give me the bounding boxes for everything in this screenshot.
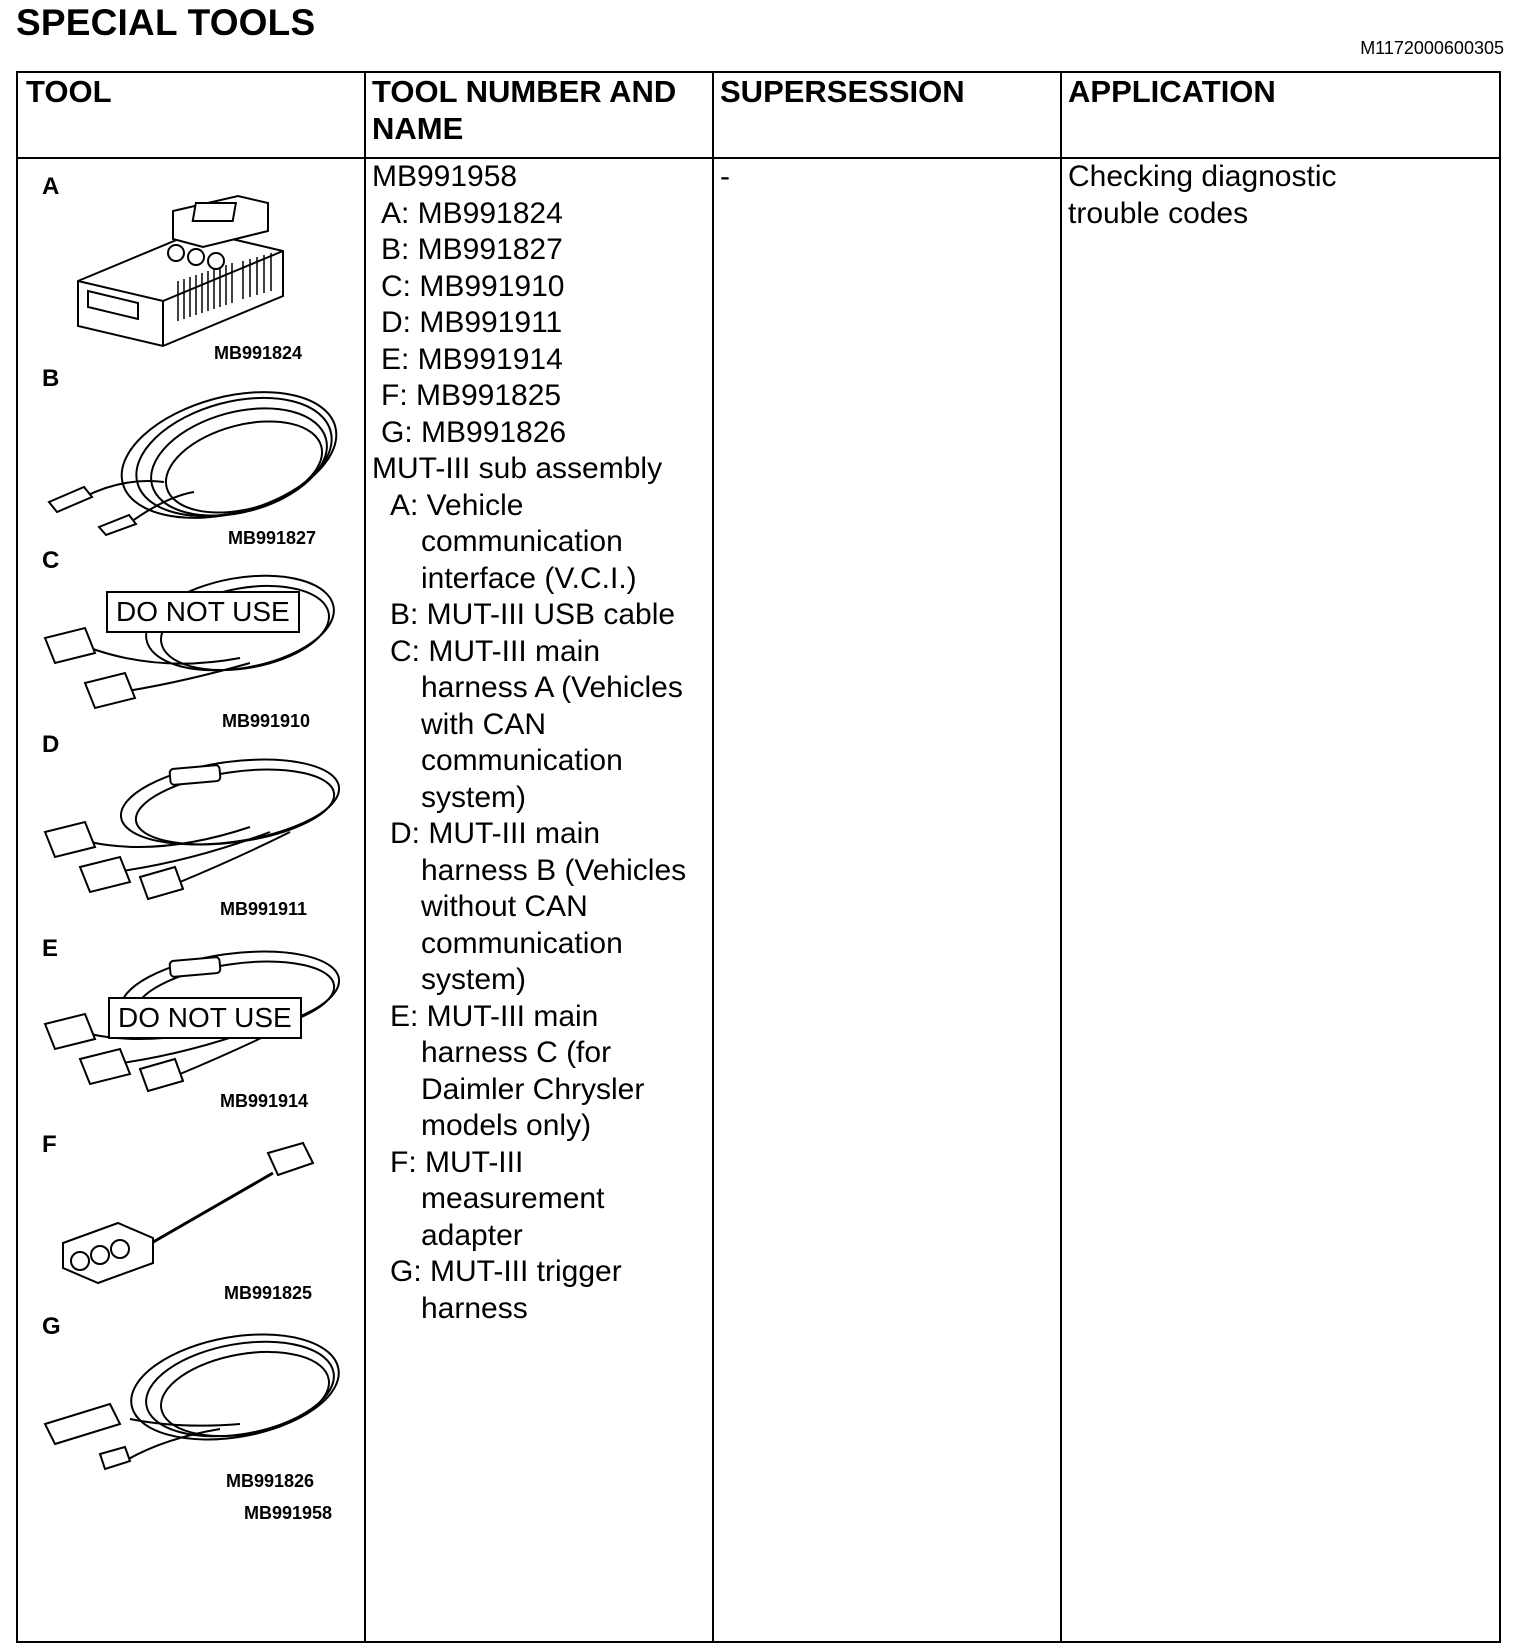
do-not-use-label: DO NOT USE xyxy=(106,591,300,633)
header-tool xyxy=(18,73,380,110)
tool-letter: F xyxy=(42,1131,57,1158)
component-description: D: MUT-III main harness B (Vehicles without CAN communication system) xyxy=(390,817,687,996)
tool-letter: G xyxy=(42,1313,61,1340)
component-description: E: MUT-III main harness C (for Daimler Chrysler models only) xyxy=(390,999,645,1142)
tool-letter: A xyxy=(42,173,60,200)
header-supersession xyxy=(712,73,1074,110)
component-description: G: MUT-III trigger harness xyxy=(390,1255,622,1325)
component-number: D: MB991911 xyxy=(381,306,563,339)
component-number: G: MB991826 xyxy=(381,415,567,449)
tool-letter: B xyxy=(42,365,60,392)
application-value: Checking diagnostic trouble codes xyxy=(1068,160,1337,230)
header-number-line2: NAME xyxy=(372,111,464,146)
tool-part-number: MB991824 xyxy=(214,343,303,363)
component-number: F: MB991825 xyxy=(381,379,562,412)
header-application xyxy=(1060,73,1422,110)
tool-part-number: MB991914 xyxy=(220,1091,309,1111)
component-number: C: MB991910 xyxy=(381,269,565,303)
kit-part-number-caption: MB991958 xyxy=(244,1503,333,1523)
tool-part-number: MB991826 xyxy=(226,1471,315,1491)
trigger-harness-illustration xyxy=(40,1329,340,1479)
do-not-use-label: DO NOT USE xyxy=(108,997,302,1039)
header-supersession-label: SUPERSESSION xyxy=(720,74,965,109)
header-tool-label: TOOL xyxy=(26,74,112,109)
main-harness-a-illustration xyxy=(40,563,340,723)
tool-part-number: MB991911 xyxy=(220,899,308,919)
document-id: M1172000600305 xyxy=(1360,38,1504,58)
header-application-label: APPLICATION xyxy=(1068,74,1276,109)
component-description: B: MUT-III USB cable xyxy=(390,598,676,631)
component-number: B: MB991827 xyxy=(381,233,563,266)
main-harness-b-illustration xyxy=(40,747,340,917)
tool-part-number: MB991827 xyxy=(228,528,317,548)
vci-unit-illustration xyxy=(68,191,298,361)
tool-number-list xyxy=(372,159,712,1327)
component-description: F: MUT-III measurement adapter xyxy=(390,1145,605,1252)
header-number-line1: TOOL NUMBER AND xyxy=(372,74,677,109)
component-description: C: MUT-III main harness A (Vehicles with CAN communication system) xyxy=(390,634,683,814)
supersession-value: - xyxy=(720,160,730,193)
tool-part-number: MB991910 xyxy=(222,711,311,731)
assembly-title: MUT-III sub assembly xyxy=(372,452,663,485)
page-title: SPECIAL TOOLS xyxy=(16,2,316,43)
header-tool-number xyxy=(364,73,726,147)
tool-letter: E xyxy=(42,935,59,962)
special-tools-table xyxy=(16,71,1501,1643)
component-description: A: Vehicle communication interface (V.C.I.) xyxy=(390,488,637,595)
tool-letter: D xyxy=(42,731,60,758)
component-number: E: MB991914 xyxy=(381,342,563,376)
usb-cable-illustration xyxy=(44,377,344,537)
tool-letter: C xyxy=(42,547,60,574)
tool-part-number: MB991825 xyxy=(224,1283,313,1303)
component-number: A: MB991824 xyxy=(381,196,563,230)
kit-number: MB991958 xyxy=(372,160,518,193)
measurement-adapter-illustration xyxy=(58,1133,338,1293)
